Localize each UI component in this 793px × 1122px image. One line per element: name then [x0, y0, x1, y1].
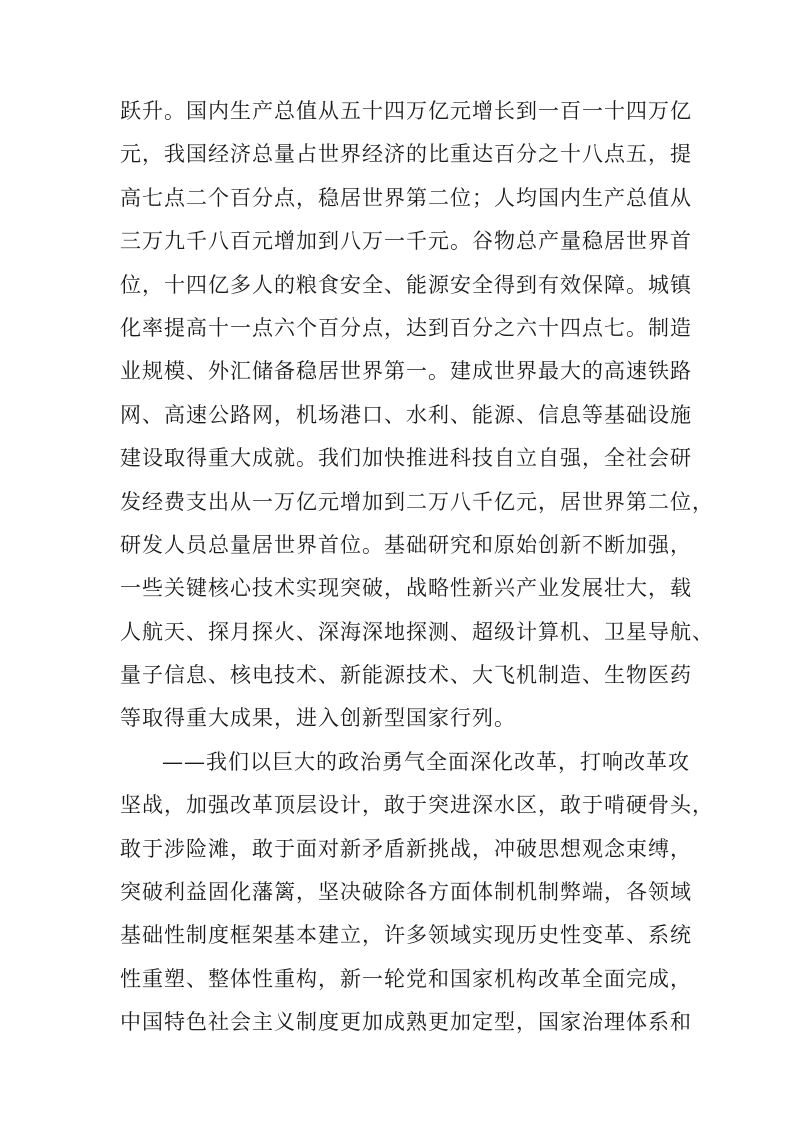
text-line: 人航天、探月探火、深海深地探测、超级计算机、卫星导航、 — [120, 619, 714, 644]
text-line: 敢于涉险滩，敢于面对新矛盾新挑战，冲破思想观念束缚， — [120, 836, 692, 861]
text-line: 等取得重大成果，进入创新型国家行列。 — [120, 706, 516, 731]
text-line: 中国特色社会主义制度更加成熟更加定型，国家治理体系和 — [120, 1010, 692, 1035]
text-line: 突破利益固化藩篱，坚决破除各方面体制机制弊端，各领域 — [120, 880, 692, 905]
text-line: 基础性制度框架基本建立，许多领域实现历史性变革、系统 — [120, 923, 692, 948]
text-line: 量子信息、核电技术、新能源技术、大飞机制造、生物医药 — [120, 663, 692, 688]
body-text — [120, 90, 714, 1045]
text-line: 三万九千八百元增加到八万一千元。谷物总产量稳居世界首 — [120, 229, 692, 254]
text-line: 一些关键核心技术实现突破，战略性新兴产业发展壮大，载 — [120, 576, 692, 601]
text-line: 坚战，加强改革顶层设计，敢于突进深水区，敢于啃硬骨头， — [120, 793, 714, 818]
text-line: 高七点二个百分点，稳居世界第二位；人均国内生产总值从 — [120, 185, 692, 210]
text-line: 网、高速公路网，机场港口、水利、能源、信息等基础设施 — [120, 402, 692, 427]
text-line: 发经费支出从一万亿元增加到二万八千亿元，居世界第二位， — [120, 489, 714, 514]
text-line: 性重塑、整体性重构，新一轮党和国家机构改革全面完成， — [120, 966, 692, 991]
text-line: 建设取得重大成就。我们加快推进科技自立自强，全社会研 — [120, 446, 692, 471]
paragraph-first-line: ——我们以巨大的政治勇气全面深化改革，打响改革攻 — [162, 749, 690, 774]
text-line: 元，我国经济总量占世界经济的比重达百分之十八点五，提 — [120, 142, 692, 167]
text-line: 业规模、外汇储备稳居世界第一。建成世界最大的高速铁路 — [120, 359, 692, 384]
text-line: 化率提高十一点六个百分点，达到百分之六十四点七。制造 — [120, 315, 692, 340]
text-line: 位，十四亿多人的粮食安全、能源安全得到有效保障。城镇 — [120, 272, 692, 297]
text-line: 研发人员总量居世界首位。基础研究和原始创新不断加强， — [120, 532, 692, 557]
text-line: 跃升。国内生产总值从五十四万亿元增长到一百一十四万亿 — [120, 99, 692, 123]
